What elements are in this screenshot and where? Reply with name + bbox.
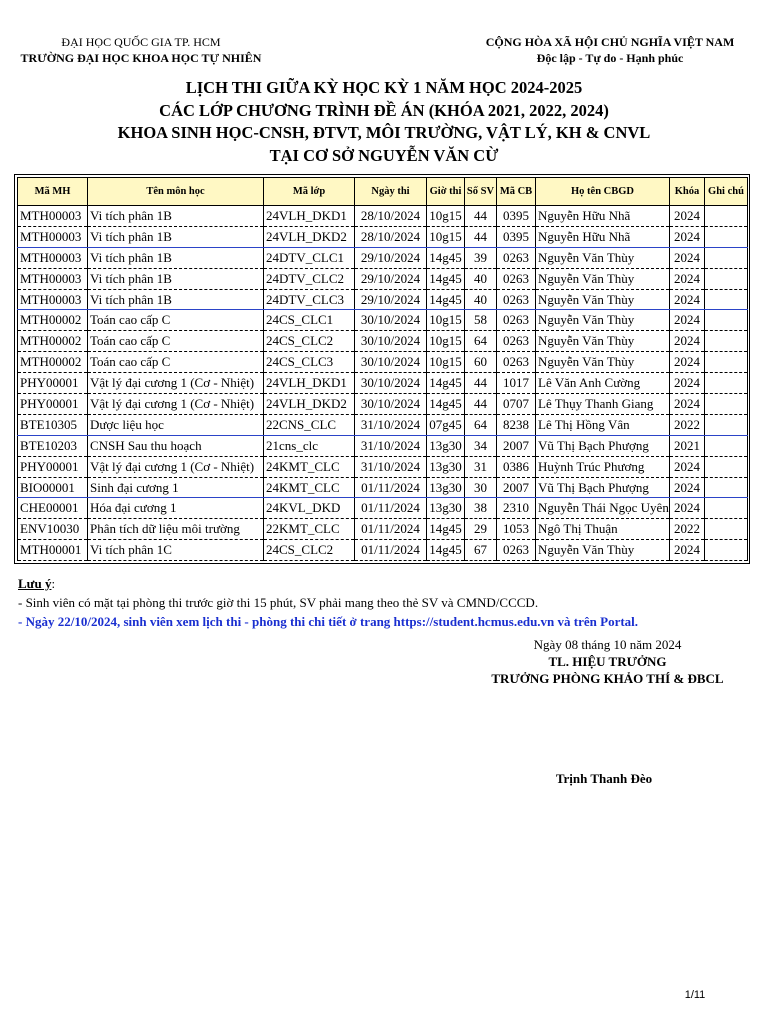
table-cell: 24KMT_CLC xyxy=(264,456,355,477)
table-cell: Vật lý đại cương 1 (Cơ - Nhiệt) xyxy=(88,456,264,477)
table-cell xyxy=(705,310,748,331)
table-row xyxy=(18,310,748,331)
table-cell: 31 xyxy=(465,456,497,477)
table-cell: 2021 xyxy=(670,435,705,456)
table-row xyxy=(18,206,748,227)
table-cell xyxy=(705,435,748,456)
table-cell: 2022 xyxy=(670,414,705,435)
table-cell xyxy=(705,540,748,561)
table-cell: 0263 xyxy=(497,310,536,331)
university-header xyxy=(10,34,272,66)
table-cell: 39 xyxy=(465,247,497,268)
signature-role-1: TL. HIỆU TRƯỞNG xyxy=(548,654,667,669)
table-cell: 01/11/2024 xyxy=(355,477,427,498)
table-cell: ENV10030 xyxy=(18,519,88,540)
table-cell: BIO00001 xyxy=(18,477,88,498)
notes-section xyxy=(18,574,758,631)
table-cell: 34 xyxy=(465,435,497,456)
table-cell: Vũ Thị Bạch Phượng xyxy=(536,435,670,456)
table-cell: 13g30 xyxy=(427,456,465,477)
table-cell: 8238 xyxy=(497,414,536,435)
table-cell: 13g30 xyxy=(427,477,465,498)
table-cell: 2024 xyxy=(670,331,705,352)
table-cell: 2022 xyxy=(670,519,705,540)
table-cell: BTE10203 xyxy=(18,435,88,456)
table-cell: 2024 xyxy=(670,540,705,561)
table-row xyxy=(18,373,748,394)
table-cell: Nguyễn Văn Thùy xyxy=(536,310,670,331)
table-cell: MTH00003 xyxy=(18,206,88,227)
table-row xyxy=(18,519,748,540)
column-header: Ngày thi xyxy=(355,178,427,206)
title-line-2: CÁC LỚP CHƯƠNG TRÌNH ĐỀ ÁN (KHÓA 2021, 2022, 2024) xyxy=(159,100,609,120)
table-cell: MTH00003 xyxy=(18,268,88,289)
table-cell: 31/10/2024 xyxy=(355,414,427,435)
table-cell: MTH00003 xyxy=(18,247,88,268)
table-cell: 2024 xyxy=(670,498,705,519)
table-cell: 24CS_CLC2 xyxy=(264,540,355,561)
table-cell: 2024 xyxy=(670,310,705,331)
table-cell: Vi tích phân 1C xyxy=(88,540,264,561)
table-cell: 58 xyxy=(465,310,497,331)
table-cell xyxy=(705,247,748,268)
table-cell: 30/10/2024 xyxy=(355,373,427,394)
table-cell: 14g45 xyxy=(427,289,465,310)
table-cell: 13g30 xyxy=(427,435,465,456)
table-cell: 24VLH_DKD2 xyxy=(264,226,355,247)
title-line-3: KHOA SINH HỌC-CNSH, ĐTVT, MÔI TRƯỜNG, VẬT LÝ, KH & CNVL xyxy=(117,123,651,142)
table-cell: 29/10/2024 xyxy=(355,289,427,310)
table-cell: MTH00002 xyxy=(18,310,88,331)
table-cell: Nguyễn Văn Thùy xyxy=(536,540,670,561)
table-cell: 24KVL_DKD xyxy=(264,498,355,519)
table-cell: 22KMT_CLC xyxy=(264,519,355,540)
table-cell: 29/10/2024 xyxy=(355,268,427,289)
table-cell: PHY00001 xyxy=(18,394,88,415)
table-cell: 31/10/2024 xyxy=(355,435,427,456)
table-cell: Ngô Thị Thuận xyxy=(536,519,670,540)
table-cell: 0395 xyxy=(497,206,536,227)
table-cell: 1017 xyxy=(497,373,536,394)
column-header: Ghi chú xyxy=(705,178,748,206)
table-row xyxy=(18,331,748,352)
table-cell: 24DTV_CLC3 xyxy=(264,289,355,310)
table-cell: Nguyễn Văn Thùy xyxy=(536,331,670,352)
signature-block xyxy=(470,636,745,687)
table-cell: Toán cao cấp C xyxy=(88,310,264,331)
table-cell: 10g15 xyxy=(427,352,465,373)
table-cell: 0263 xyxy=(497,289,536,310)
table-cell: 2024 xyxy=(670,226,705,247)
table-cell: 10g15 xyxy=(427,310,465,331)
table-cell: Nguyễn Hữu Nhã xyxy=(536,206,670,227)
table-cell: 38 xyxy=(465,498,497,519)
table-cell: 0386 xyxy=(497,456,536,477)
table-row xyxy=(18,394,748,415)
table-row xyxy=(18,414,748,435)
table-cell: PHY00001 xyxy=(18,456,88,477)
table-cell: 14g45 xyxy=(427,394,465,415)
table-row xyxy=(18,498,748,519)
table-cell: Nguyễn Văn Thùy xyxy=(536,289,670,310)
table-cell: 2024 xyxy=(670,352,705,373)
table-cell: 2024 xyxy=(670,289,705,310)
table-cell xyxy=(705,289,748,310)
table-cell: Vũ Thị Bạch Phượng xyxy=(536,477,670,498)
table-cell: 40 xyxy=(465,268,497,289)
table-cell: 24DTV_CLC2 xyxy=(264,268,355,289)
table-cell: 21cns_clc xyxy=(264,435,355,456)
table-cell: Phân tích dữ liệu môi trường xyxy=(88,519,264,540)
table-cell: MTH00003 xyxy=(18,226,88,247)
column-header: Tên môn học xyxy=(88,178,264,206)
table-cell: 28/10/2024 xyxy=(355,226,427,247)
national-motto-header xyxy=(470,34,750,66)
table-cell xyxy=(705,456,748,477)
title-line-1: LỊCH THI GIỮA KỲ HỌC KỲ 1 NĂM HỌC 2024-2025 xyxy=(185,78,583,97)
table-cell: 67 xyxy=(465,540,497,561)
column-header: Khóa xyxy=(670,178,705,206)
table-cell: 29/10/2024 xyxy=(355,247,427,268)
table-cell: Hóa đại cương 1 xyxy=(88,498,264,519)
table-cell xyxy=(705,498,748,519)
table-cell: 2024 xyxy=(670,373,705,394)
table-cell xyxy=(705,226,748,247)
column-header: Mã lớp xyxy=(264,178,355,206)
note-line-2: - Ngày 22/10/2024, sinh viên xem lịch thi - phòng thi chi tiết ở trang https://student.hcmus.edu.vn và trên Portal. xyxy=(18,614,639,629)
table-cell: 0707 xyxy=(497,394,536,415)
table-cell: 13g30 xyxy=(427,498,465,519)
table-cell: 01/11/2024 xyxy=(355,498,427,519)
motto: Độc lập - Tự do - Hạnh phúc xyxy=(536,51,684,65)
table-cell xyxy=(705,394,748,415)
table-cell xyxy=(705,477,748,498)
table-cell: 44 xyxy=(465,373,497,394)
table-cell: 14g45 xyxy=(427,247,465,268)
table-cell: Huỳnh Trúc Phương xyxy=(536,456,670,477)
table-cell: 0263 xyxy=(497,540,536,561)
table-cell: 2024 xyxy=(670,477,705,498)
table-cell: Lê Thụy Thanh Giang xyxy=(536,394,670,415)
table-cell: Toán cao cấp C xyxy=(88,331,264,352)
table-cell: Nguyễn Văn Thùy xyxy=(536,247,670,268)
table-row xyxy=(18,247,748,268)
national-university-name: ĐẠI HỌC QUỐC GIA TP. HCM xyxy=(61,35,221,49)
table-cell: 2310 xyxy=(497,498,536,519)
table-cell: 07g45 xyxy=(427,414,465,435)
table-cell: 0395 xyxy=(497,226,536,247)
table-cell: Nguyễn Thái Ngọc Uyên xyxy=(536,498,670,519)
table-cell: MTH00002 xyxy=(18,331,88,352)
table-cell: 24KMT_CLC xyxy=(264,477,355,498)
table-cell: 2024 xyxy=(670,268,705,289)
table-row xyxy=(18,477,748,498)
table-cell: Vi tích phân 1B xyxy=(88,289,264,310)
table-cell: BTE10305 xyxy=(18,414,88,435)
table-cell: 30/10/2024 xyxy=(355,394,427,415)
table-cell: Vi tích phân 1B xyxy=(88,206,264,227)
table-cell: 22CNS_CLC xyxy=(264,414,355,435)
table-cell: 0263 xyxy=(497,352,536,373)
exam-schedule-table xyxy=(17,177,748,561)
table-row xyxy=(18,352,748,373)
notes-label: Lưu ý xyxy=(18,576,52,591)
table-cell: 0263 xyxy=(497,331,536,352)
page-number: 1/11 xyxy=(684,989,706,1001)
table-cell: 14g45 xyxy=(427,268,465,289)
table-cell: 24CS_CLC1 xyxy=(264,310,355,331)
table-cell xyxy=(705,414,748,435)
table-cell: Vật lý đại cương 1 (Cơ - Nhiệt) xyxy=(88,373,264,394)
table-cell: Toán cao cấp C xyxy=(88,352,264,373)
column-header: Họ tên CBGD xyxy=(536,178,670,206)
notes-colon: : xyxy=(51,576,56,591)
table-cell: Vi tích phân 1B xyxy=(88,268,264,289)
table-cell: PHY00001 xyxy=(18,373,88,394)
table-cell xyxy=(705,331,748,352)
exam-schedule-table-frame xyxy=(14,174,750,564)
table-cell: 24CS_CLC3 xyxy=(264,352,355,373)
column-header: Mã MH xyxy=(18,178,88,206)
table-cell: 2007 xyxy=(497,435,536,456)
signature-date: Ngày 08 tháng 10 năm 2024 xyxy=(533,637,682,652)
table-cell: 01/11/2024 xyxy=(355,519,427,540)
document-title xyxy=(0,77,768,167)
table-cell: 44 xyxy=(465,394,497,415)
table-cell: 31/10/2024 xyxy=(355,456,427,477)
table-row xyxy=(18,226,748,247)
table-cell: 64 xyxy=(465,331,497,352)
column-header: Giờ thi xyxy=(427,178,465,206)
country-name: CỘNG HÒA XÃ HỘI CHỦ NGHĨA VIỆT NAM xyxy=(485,35,735,49)
table-cell: Lê Thị Hồng Vân xyxy=(536,414,670,435)
table-cell: CNSH Sau thu hoạch xyxy=(88,435,264,456)
note-line-1: - Sinh viên có mặt tại phòng thi trước giờ thi 15 phút, SV phải mang theo thẻ SV và CMND/CCCD. xyxy=(18,595,539,610)
table-row xyxy=(18,540,748,561)
table-cell: MTH00001 xyxy=(18,540,88,561)
table-cell: 30/10/2024 xyxy=(355,352,427,373)
table-cell xyxy=(705,519,748,540)
signer-name: Trịnh Thanh Đèo xyxy=(555,771,653,786)
table-cell: 30 xyxy=(465,477,497,498)
table-row xyxy=(18,289,748,310)
table-cell: 10g15 xyxy=(427,331,465,352)
title-line-4: TẠI CƠ SỞ NGUYỄN VĂN CỪ xyxy=(269,145,499,165)
table-cell: Lê Văn Anh Cường xyxy=(536,373,670,394)
table-cell: Vi tích phân 1B xyxy=(88,247,264,268)
table-cell: 44 xyxy=(465,206,497,227)
table-cell xyxy=(705,268,748,289)
table-cell: 1053 xyxy=(497,519,536,540)
table-cell: Nguyễn Hữu Nhã xyxy=(536,226,670,247)
table-cell: 14g45 xyxy=(427,373,465,394)
table-cell: 2024 xyxy=(670,456,705,477)
table-cell: 28/10/2024 xyxy=(355,206,427,227)
table-cell: 40 xyxy=(465,289,497,310)
table-cell: 64 xyxy=(465,414,497,435)
table-cell: 0263 xyxy=(497,268,536,289)
table-row xyxy=(18,435,748,456)
column-header: Số SV xyxy=(465,178,497,206)
table-cell xyxy=(705,206,748,227)
table-cell: 0263 xyxy=(497,247,536,268)
table-cell: CHE00001 xyxy=(18,498,88,519)
table-cell: 24CS_CLC2 xyxy=(264,331,355,352)
table-cell: 2024 xyxy=(670,247,705,268)
table-cell: 14g45 xyxy=(427,519,465,540)
table-cell: Vật lý đại cương 1 (Cơ - Nhiệt) xyxy=(88,394,264,415)
signature-role-2: TRƯỞNG PHÒNG KHẢO THÍ & ĐBCL xyxy=(491,671,724,686)
table-cell: 10g15 xyxy=(427,226,465,247)
table-cell: Vi tích phân 1B xyxy=(88,226,264,247)
table-cell: MTH00002 xyxy=(18,352,88,373)
table-cell: 01/11/2024 xyxy=(355,540,427,561)
table-row xyxy=(18,268,748,289)
table-cell: 14g45 xyxy=(427,540,465,561)
table-cell: Dược liệu học xyxy=(88,414,264,435)
table-cell: 24DTV_CLC1 xyxy=(264,247,355,268)
table-cell: 24VLH_DKD2 xyxy=(264,394,355,415)
table-cell: 24VLH_DKD1 xyxy=(264,373,355,394)
table-cell xyxy=(705,373,748,394)
table-cell: 10g15 xyxy=(427,206,465,227)
column-header: Mã CB xyxy=(497,178,536,206)
table-cell: 29 xyxy=(465,519,497,540)
school-name: TRƯỜNG ĐẠI HỌC KHOA HỌC TỰ NHIÊN xyxy=(20,51,262,65)
table-header-row xyxy=(18,178,748,206)
table-cell: 24VLH_DKD1 xyxy=(264,206,355,227)
table-cell: 30/10/2024 xyxy=(355,310,427,331)
table-cell: 2024 xyxy=(670,394,705,415)
table-cell xyxy=(705,352,748,373)
table-cell: 2007 xyxy=(497,477,536,498)
table-cell: 30/10/2024 xyxy=(355,331,427,352)
table-row xyxy=(18,456,748,477)
table-cell: 2024 xyxy=(670,206,705,227)
table-cell: 60 xyxy=(465,352,497,373)
table-cell: MTH00003 xyxy=(18,289,88,310)
table-cell: Nguyễn Văn Thùy xyxy=(536,268,670,289)
table-cell: Nguyễn Văn Thùy xyxy=(536,352,670,373)
table-cell: 44 xyxy=(465,226,497,247)
table-cell: Sinh đại cương 1 xyxy=(88,477,264,498)
